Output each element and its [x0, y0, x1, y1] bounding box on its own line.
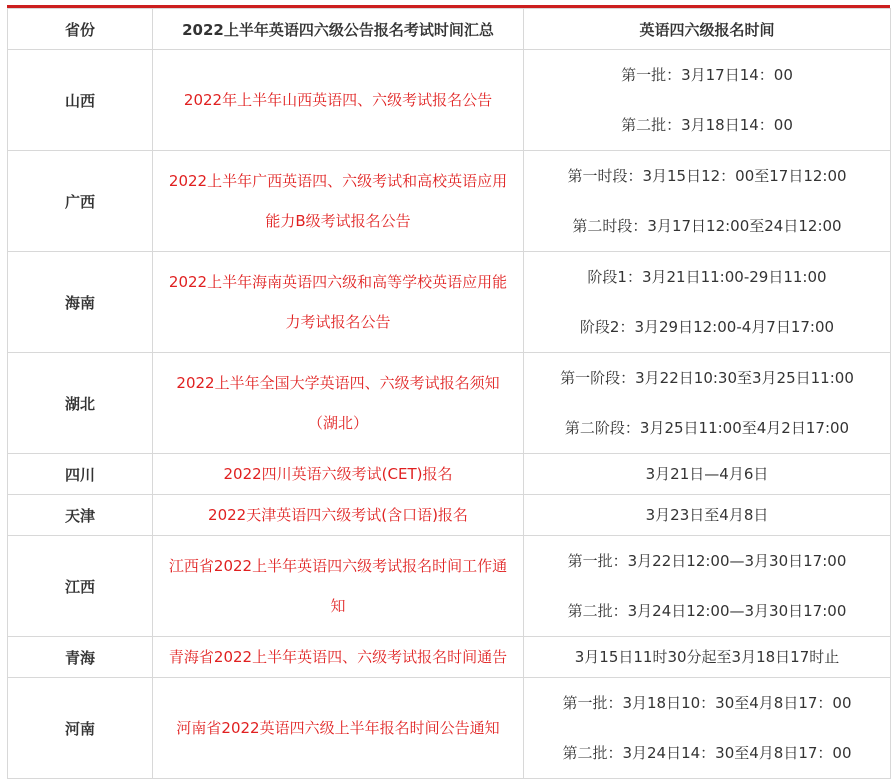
notice-link-line: 能力B级考试报名公告: [265, 212, 411, 230]
time-cell: [524, 50, 891, 151]
time-line: 第一时段：3月15日12：00至17日12:00: [567, 167, 847, 185]
time-cell: [524, 151, 891, 252]
notice-link[interactable]: [157, 80, 519, 120]
notice-cell: [153, 637, 524, 678]
time-line: 第二批：3月24日14：30至4月8日17：00: [562, 744, 852, 762]
time-cell: [524, 637, 891, 678]
notice-link-line: 2022上半年海南英语四六级和高等学校英语应用能: [168, 273, 508, 291]
notice-cell: [153, 252, 524, 353]
notice-link[interactable]: [157, 161, 519, 241]
notice-link[interactable]: [157, 708, 519, 748]
time-cell: [524, 495, 891, 536]
time-cell: [524, 536, 891, 637]
notice-link-line: 江西省2022上半年英语四六级考试报名时间工作通: [168, 557, 508, 575]
time-line: 3月21日—4月6日: [645, 465, 769, 483]
notice-link[interactable]: [157, 262, 519, 342]
time-cell: [524, 252, 891, 353]
table-row: [8, 454, 891, 495]
province-cell: 海南: [8, 252, 153, 353]
notice-link[interactable]: [157, 363, 519, 443]
schedule-table-container: [7, 5, 890, 779]
notice-link-line: 2022上半年全国大学英语四、六级考试报名须知: [176, 374, 500, 392]
time-line: 第二阶段：3月25日11:00至4月2日17:00: [564, 419, 850, 437]
table-row: [8, 678, 891, 779]
notice-link-line: 河南省2022英语四六级上半年报名时间公告通知: [176, 719, 500, 737]
province-cell: 山西: [8, 50, 153, 151]
notice-cell: [153, 151, 524, 252]
notice-cell: [153, 454, 524, 495]
province-cell: 江西: [8, 536, 153, 637]
time-cell: [524, 353, 891, 454]
province-cell: 河南: [8, 678, 153, 779]
table-row: [8, 536, 891, 637]
time-line: 第二批：3月24日12:00—3月30日17:00: [567, 602, 847, 620]
header-notice: 2022上半年英语四六级公告报名考试时间汇总: [153, 9, 524, 50]
header-time: 英语四六级报名时间: [524, 9, 891, 50]
notice-link[interactable]: [157, 546, 519, 626]
time-cell: [524, 678, 891, 779]
table-header-row: [8, 9, 891, 50]
province-cell: 湖北: [8, 353, 153, 454]
table-row: [8, 637, 891, 678]
time-line: 阶段2：3月29日12:00-4月7日17:00: [579, 318, 835, 336]
time-line: 第一阶段：3月22日10:30至3月25日11:00: [560, 369, 854, 387]
notice-link-line: 力考试报名公告: [285, 313, 391, 331]
time-line: 第二批：3月18日14：00: [621, 116, 793, 134]
notice-link[interactable]: [157, 495, 519, 535]
time-line: 第一批：3月17日14：00: [621, 66, 793, 84]
province-cell: 四川: [8, 454, 153, 495]
notice-cell: [153, 353, 524, 454]
notice-link-line: 2022天津英语四六级考试(含口语)报名: [208, 506, 468, 524]
notice-cell: [153, 536, 524, 637]
table-row: [8, 495, 891, 536]
time-cell: [524, 454, 891, 495]
notice-link-line: 知: [330, 597, 346, 615]
table-row: [8, 50, 891, 151]
notice-link-line: 2022上半年广西英语四、六级考试和高校英语应用: [168, 172, 508, 190]
notice-link-line: 2022年上半年山西英语四、六级考试报名公告: [183, 91, 493, 109]
time-line: 第二时段：3月17日12:00至24日12:00: [572, 217, 842, 235]
province-cell: 天津: [8, 495, 153, 536]
notice-link[interactable]: [157, 637, 519, 677]
table-row: [8, 151, 891, 252]
notice-link-line: 2022四川英语六级考试(CET)报名: [223, 465, 453, 483]
notice-link-line: （湖北）: [307, 414, 368, 432]
notice-link[interactable]: [157, 454, 519, 494]
time-line: 第一批：3月18日10：30至4月8日17：00: [562, 694, 852, 712]
table-row: [8, 252, 891, 353]
time-line: 第一批：3月22日12:00—3月30日17:00: [567, 552, 847, 570]
notice-link-line: 青海省2022上半年英语四、六级考试报名时间通告: [168, 648, 508, 666]
time-line: 3月23日至4月8日: [645, 506, 769, 524]
schedule-table: [7, 8, 891, 779]
notice-cell: [153, 495, 524, 536]
header-province: 省份: [8, 9, 153, 50]
time-line: 3月15日11时30分起至3月18日17时止: [574, 648, 840, 666]
notice-cell: [153, 678, 524, 779]
notice-cell: [153, 50, 524, 151]
province-cell: 广西: [8, 151, 153, 252]
time-line: 阶段1：3月21日11:00-29日11:00: [587, 268, 827, 286]
province-cell: 青海: [8, 637, 153, 678]
table-row: [8, 353, 891, 454]
